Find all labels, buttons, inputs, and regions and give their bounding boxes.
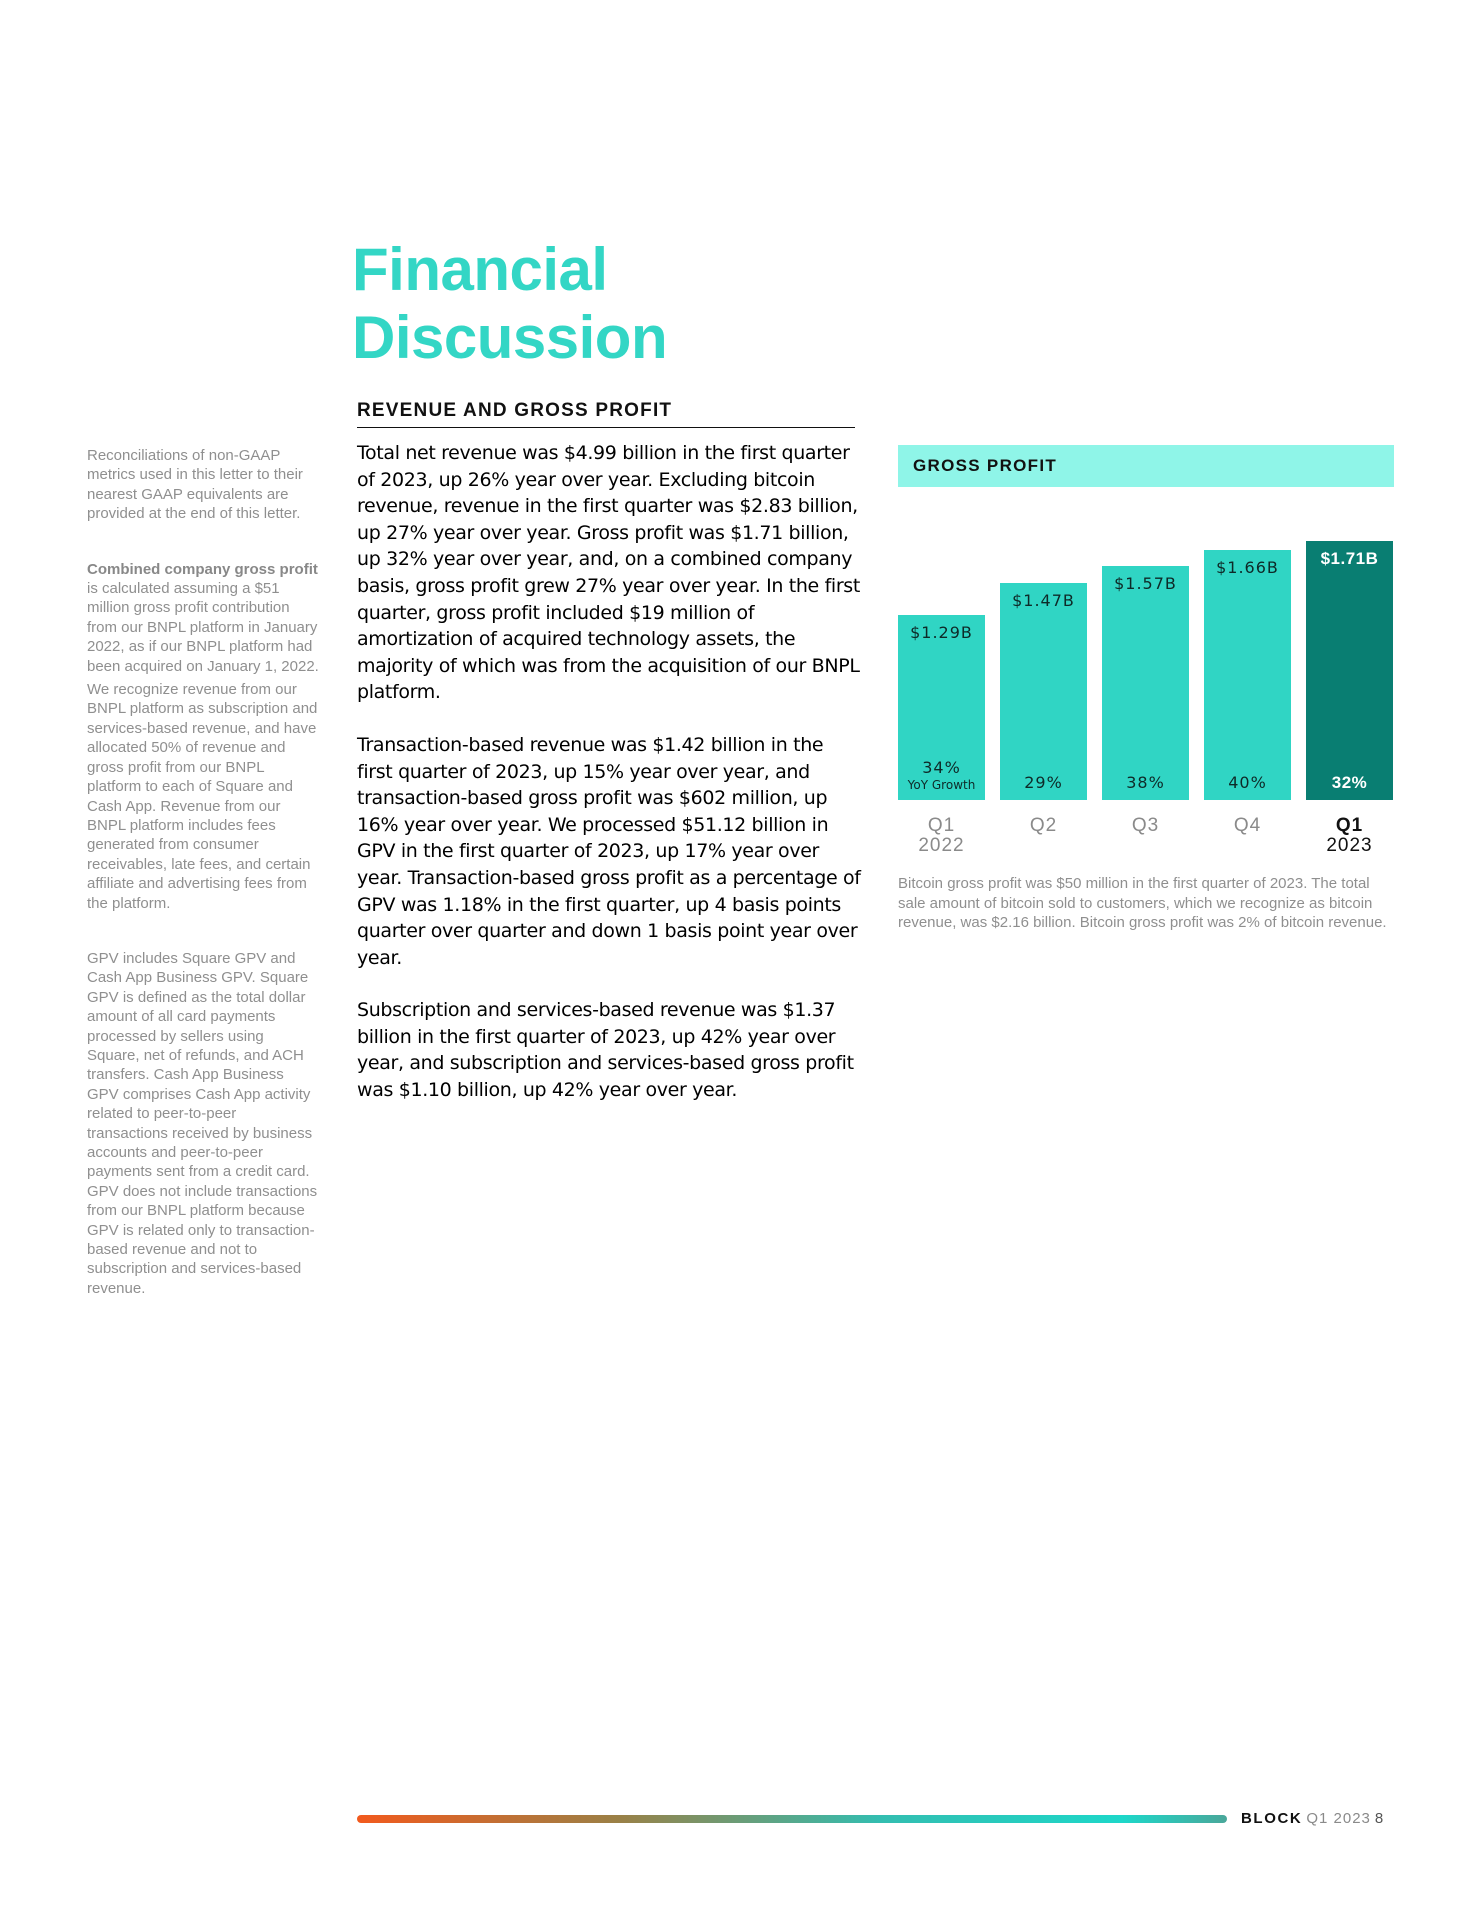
bar-2 (1000, 583, 1087, 800)
page-title (352, 236, 667, 372)
bar-growth-label-4: 40% (1228, 773, 1267, 792)
year-label-1: 2022 (918, 835, 965, 856)
chart-header (898, 445, 1394, 487)
sidebar-note-reconciliations: Reconciliations of non-GAAP metrics used in this letter to their nearest GAAP equivalents are provided at the end of this letter. (87, 447, 303, 523)
section-heading: REVENUE AND GROSS PROFIT (357, 400, 855, 428)
page-title-line-2: Discussion (352, 304, 668, 371)
sidebar-note-combined-company-text: is calculated assuming a $51 million gross profit contribution from our BNPL platform in January 2022, as if our BNPL platform had been acquired on January 1, 2022. (87, 580, 319, 675)
bar-growth-label-2: 29% (1024, 773, 1063, 792)
footer-gradient-bar (357, 1815, 1227, 1823)
body-text (357, 440, 862, 1130)
quarter-label-2: Q2 (1029, 815, 1058, 836)
sidebar-note-bnpl-revenue: We recognize revenue from our BNPL platform as subscription and services-based revenue, and have allocated 50% of revenue and gross profit from our BNPL platform to each of Square and Cash App. Revenue from our BNPL platform includes fees generated from consumer receivables, late fees, and certain affiliate and advertising fees from the platform. (87, 681, 318, 912)
footer-page-number: 8 (1374, 1810, 1385, 1827)
year-label-5: 2023 (1326, 835, 1373, 856)
bar-4 (1204, 550, 1291, 800)
gross-profit-chart (898, 495, 1394, 860)
sidebar-note-combined-company-term: Combined company gross profit (87, 560, 318, 578)
footer (1241, 1809, 1401, 1827)
bar-value-label-5: $1.71B (1320, 549, 1379, 568)
footer-brand: BLOCK (1241, 1810, 1303, 1827)
bar-3 (1102, 566, 1189, 800)
quarter-label-4: Q4 (1233, 815, 1262, 836)
bar-value-label-4: $1.66B (1216, 558, 1279, 577)
chart-title: GROSS PROFIT (913, 456, 1058, 475)
bar-value-label-1: $1.29B (910, 623, 973, 642)
bar-value-label-2: $1.47B (1012, 591, 1075, 610)
footer-period: Q1 2023 (1306, 1810, 1371, 1827)
body-paragraph-subscription: Subscription and services-based revenue was $1.37 billion in the first quarter of 2023, up 42% year over year, and subscription and services-based gross profit was $1.10 billion, up 42% year over year. (357, 999, 854, 1102)
body-paragraph-revenue: Total net revenue was $4.99 billion in the first quarter of 2023, up 26% year over year. Excluding bitcoin revenue, revenue in the first quarter was $2.83 billion, up 27% year over year. Gross profit was $1.71 billion, up 32% year over year, and, on a combined company basis, gross profit grew 27% year over year. In the first quarter, gross profit included $19 million of amortization of acquired technology assets, the majority of which was from the acquisition of our BNPL platform. (357, 442, 860, 704)
page-title-line-1: Financial (352, 236, 608, 303)
body-paragraph-transaction: Transaction-based revenue was $1.42 billion in the first quarter of 2023, up 15% year over year, and transaction-based gross profit was $602 million, up 16% year over year. We processed $51.12 billion in GPV in the first quarter of 2023, up 17% year over year. Transaction-based gross profit as a percentage of GPV was 1.18% in the first quarter, up 4 basis points quarter over quarter and down 1 basis point year over year. (357, 733, 861, 969)
yoy-growth-caption: YoY Growth (907, 778, 976, 792)
chart-footnote: Bitcoin gross profit was $50 million in the first quarter of 2023. The total sale amount of bitcoin sold to customers, which we recognize as bitcoin revenue, was $2.16 billion. Bitcoin gross profit was 2% of bitcoin revenue. (898, 875, 1387, 931)
quarter-label-5: Q1 (1335, 815, 1364, 836)
bar-growth-label-1: 34% (922, 758, 961, 777)
quarter-label-3: Q3 (1131, 815, 1160, 836)
bar-5 (1306, 541, 1393, 800)
sidebar-note-combined-company (87, 560, 319, 676)
quarter-label-1: Q1 (927, 815, 956, 836)
sidebar-note-gpv: GPV includes Square GPV and Cash App Business GPV. Square GPV is defined as the total dollar amount of all card payments processed by sellers using Square, net of refunds, and ACH transfers. Cash App Business GPV comprises Cash App activity related to peer-to-peer transactions received by business accounts and peer-to-peer payments sent from a credit card. GPV does not include transactions from our BNPL platform because GPV is related only to transaction-based revenue and not to subscription and services-based revenue. (87, 949, 318, 1297)
bar-growth-label-5: 32% (1331, 773, 1368, 792)
bar-value-label-3: $1.57B (1114, 574, 1177, 593)
bar-growth-label-3: 38% (1126, 773, 1165, 792)
sidebar-notes (87, 446, 319, 1298)
